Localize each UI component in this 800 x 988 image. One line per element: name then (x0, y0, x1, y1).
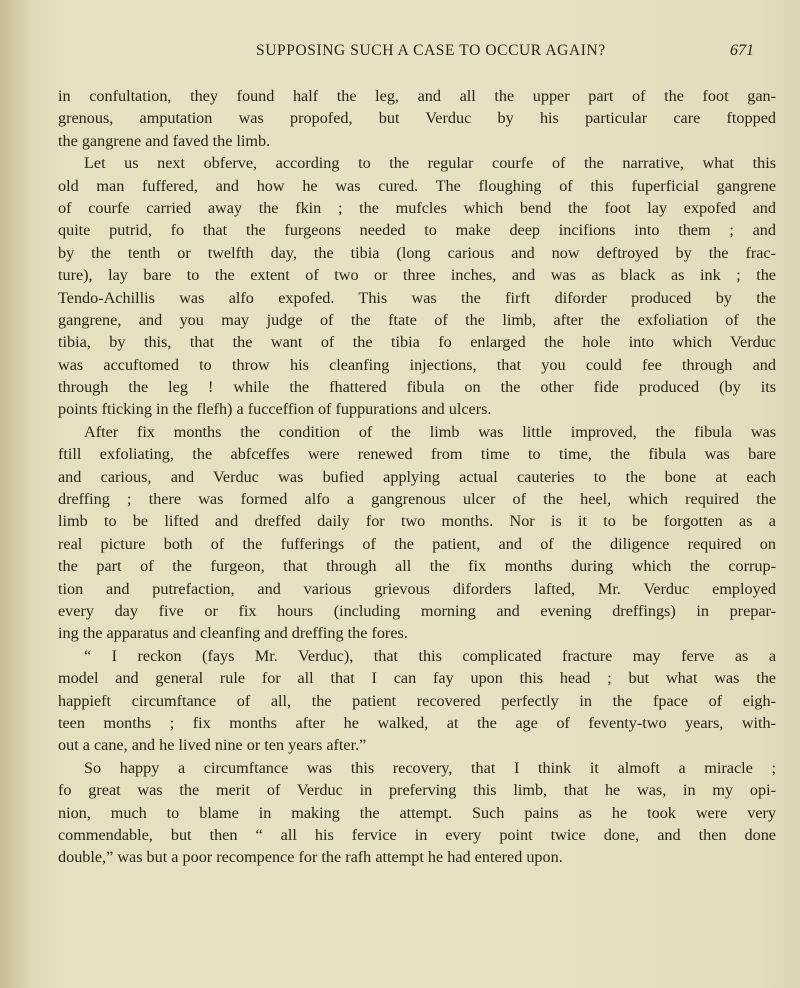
text-line: ing the apparatus and cleanfing and dreffing the fores. (58, 624, 408, 643)
text-line: ture), lay bare to the extent of two or three inches, and was as black as ink ; the (58, 266, 776, 285)
text-line: Tendo-Achillis was alfo expofed. This was the firft diforder produced by the (58, 288, 776, 307)
text-line: Let us next obferve, according to the regular courfe of the narrative, what this (84, 154, 776, 173)
text-line: ftill exfoliating, the abfceffes were renewed from time to time, the fibula was bare (58, 445, 776, 464)
text-line: tibia, by this, that the want of the tibia fo enlarged the hole into which Verduc (58, 333, 776, 352)
text-line: teen months ; fix months after he walked, at the age of feventy-two years, with- (58, 713, 776, 732)
running-head: SUPPOSING SUCH A CASE TO OCCUR AGAIN? (256, 42, 606, 59)
text-line: double,” was but a poor recompence for the rafh attempt he had entered upon. (58, 848, 563, 867)
page-header (0, 42, 800, 66)
text-line: fo great was the merit of Verduc in preferving this limb, that he was, in my opi- (58, 781, 776, 800)
text-line: of courfe carried away the fkin ; the mufcles which bend the foot lay expofed and (58, 198, 776, 217)
text-line: and carious, and Verduc was bufied applying actual cauteries to the bone at each (58, 467, 776, 486)
text-line: through the leg ! while the fhattered fibula on the other fide produced (by its (58, 378, 776, 397)
text-line: grenous, amputation was propofed, but Verduc by his particular care ftopped (58, 109, 776, 128)
text-line: old man fuffered, and how he was cured. The floughing of this fuperficial gangrene (58, 176, 776, 195)
text-line: tion and putrefaction, and various grievous diforders lafted, Mr. Verduc employed (58, 579, 776, 598)
text-line: gangrene, and you may judge of the ftate of the limb, after the exfoliation of the (58, 310, 776, 329)
text-line: model and general rule for all that I can fay upon this head ; but what was the (58, 669, 776, 688)
text-line: by the tenth or twelfth day, the tibia (long carious and now deftroyed by the frac- (58, 243, 776, 262)
text-line: the gangrene and faved the limb. (58, 131, 271, 150)
text-line: limb to be lifted and dreffed daily for two months. Nor is it to be forgotten as a (58, 512, 776, 531)
text-line: every day five or fix hours (including morning and evening dreffings) in prepar- (58, 601, 776, 620)
text-line: “ I reckon (fays Mr. Verduc), that this complicated fracture may ferve as a (84, 646, 776, 665)
page-gutter-shadow (0, 0, 30, 988)
text-line: the part of the furgeon, that through all the fix months during which the corrup- (58, 557, 776, 576)
text-line: out a cane, and he lived nine or ten years after.” (58, 736, 367, 755)
text-line: was accuftomed to throw his cleanfing injections, that you could fee through and (58, 355, 776, 374)
text-line: After fix months the condition of the limb was little improved, the fibula was (84, 422, 776, 441)
text-line: commendable, but then “ all his fervice in every point twice done, and then done (58, 825, 776, 844)
text-line: in confultation, they found half the leg, and all the upper part of the foot gan- (58, 87, 776, 105)
body-text (58, 85, 776, 869)
text-line: dreffing ; there was formed alfo a gangrenous ulcer of the heel, which required the (58, 490, 776, 509)
text-line: points fticking in the flefh) a fucceffion of fuppurations and ulcers. (58, 400, 492, 419)
text-line: So happy a circumftance was this recovery, that I think it almoft a miracle ; (84, 758, 776, 777)
text-line: happieft circumftance of all, the patient recovered perfectly in the fpace of eigh- (58, 691, 776, 710)
text-line: real picture both of the fufferings of the patient, and of the diligence required on (58, 534, 776, 553)
text-line: nion, much to blame in making the attempt. Such pains as he took were very (58, 803, 776, 822)
page-number: 671 (730, 42, 754, 59)
text-line: quite putrid, fo that the furgeons needed to make deep incifions into them ; and (58, 221, 776, 240)
